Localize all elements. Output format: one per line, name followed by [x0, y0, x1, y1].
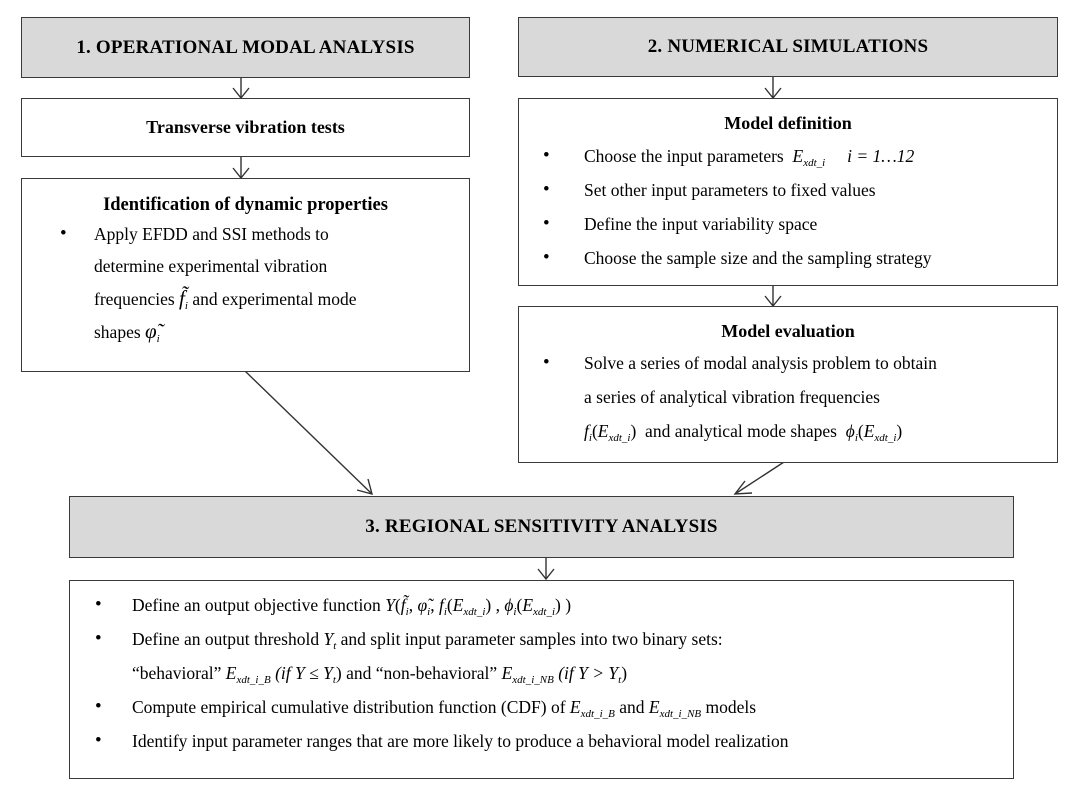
rsa-E-2-sub: xdt_i — [533, 606, 556, 618]
rsa-step-cdf — [82, 690, 1001, 724]
arrow-modeleval-to-rsa — [735, 462, 784, 494]
E-symbol-2: E — [597, 421, 609, 441]
rsa-E-B-sub: xdt_i_B — [236, 674, 271, 686]
rsa-step-identify — [82, 724, 1001, 758]
E-sub-2: xdt_i — [608, 432, 631, 444]
E-symbol-3: E — [863, 421, 875, 441]
rsa-E-B: E — [225, 663, 237, 683]
rsa-step2-post: and split input parameter samples into two binary sets: — [340, 629, 723, 649]
rsa-nonbehavioral-label: and “non-behavioral” — [346, 663, 498, 683]
modeldef-sample-text: Choose the sample size and the sampling strategy — [584, 248, 932, 268]
arrow-identification-to-rsa — [245, 371, 372, 494]
identification-box — [21, 178, 470, 372]
modeldef-fixed-text: Set other input parameters to fixed values — [584, 180, 876, 200]
arrow-numsim-to-modeldef — [765, 77, 781, 98]
oma-header — [21, 17, 470, 78]
rsa-step-objective: • Define an output objective function $Y(f̃_i$, $\varphĩ_i$, $f_i(E_{xdt\_i})$ , $\phi_i(E_{xdt\_i})$ ) — [82, 588, 1001, 622]
identification-line1: Apply EFDD and SSI methods to — [94, 224, 329, 244]
f-tilde-symbol: f̃ — [179, 286, 185, 310]
modeleval-line1: Solve a series of modal analysis problem to obtain — [584, 353, 937, 373]
f-symbol: f — [584, 421, 589, 441]
rsa-header — [69, 496, 1014, 558]
rsa-cond-B-sub: t — [332, 674, 336, 686]
phi-sub-i: i — [854, 432, 858, 444]
modeleval-bullet: • Solve a series of modal analysis problem to obtain a series of analytical vibration frequencies $f_i(E_{xdt\_i})$ and analytical mode shapes $\phi_i(E_{xdt\_i})$ — [531, 346, 1045, 448]
arrow-modeldef-to-modeleval — [765, 286, 781, 306]
rsa-step-sets — [82, 656, 1001, 690]
modeleval-line2: a series of analytical vibration frequencies — [584, 387, 880, 407]
rsa-phi: ϕ — [504, 595, 514, 615]
modeldef-item-fixed — [531, 173, 1045, 207]
rsa-cond-B-close: ) — [335, 663, 342, 683]
arrow-oma-to-transverse — [233, 78, 249, 98]
rsa-E-1: E — [452, 595, 464, 615]
Yt-sub: t — [333, 640, 337, 652]
phi-tilde-symbol: φ̃ — [145, 319, 157, 343]
f-tilde-sub: i — [184, 300, 188, 312]
rsa-E-B-2: E — [569, 697, 581, 717]
rsa-step4-post: models — [705, 697, 757, 717]
f-sub-i: i — [588, 432, 592, 444]
modeldef-item-sample — [531, 241, 1045, 275]
rsa-cond-NB-sub: t — [618, 674, 622, 686]
numsim-header — [518, 17, 1058, 77]
rsa-step-threshold — [82, 622, 1001, 656]
rsa-cond-NB-close: ) — [621, 663, 628, 683]
rsa-E-B-2-sub: xdt_i_B — [580, 708, 615, 720]
rsa-E-NB-2: E — [648, 697, 660, 717]
numsim-header-label: 2. NUMERICAL SIMULATIONS — [647, 36, 929, 57]
rsa-f: f — [438, 595, 444, 615]
rsa-f-tilde-sub: i — [405, 606, 409, 618]
transverse-box — [21, 98, 470, 157]
identification-line2: determine experimental vibration — [94, 256, 328, 276]
arrow-rsa-header-to-steps — [538, 558, 554, 579]
Yt-symbol: Y — [323, 629, 334, 649]
rsa-cond-NB: (if Y > Y — [558, 663, 619, 683]
rsa-behavioral-label: “behavioral” — [132, 663, 222, 683]
arrow-transverse-to-identification — [233, 157, 249, 178]
index-range: i = 1…12 — [847, 146, 915, 166]
model-definition-box — [518, 98, 1058, 286]
modeleval-line3-mid: and analytical mode shapes — [645, 421, 837, 441]
identification-line3-mid: and experimental mode — [192, 289, 357, 309]
rsa-E-NB-sub: xdt_i_NB — [512, 674, 554, 686]
Y-symbol: Y — [385, 595, 395, 615]
model-evaluation-box — [518, 306, 1058, 463]
rsa-phi-sub: i — [513, 606, 517, 618]
identification-title: Identification of dynamic properties — [103, 195, 388, 215]
modeldef-choose-text: Choose the input parameters — [584, 146, 784, 166]
modeldef-space-text: Define the input variability space — [584, 214, 818, 234]
rsa-f-sub: i — [443, 606, 447, 618]
rsa-step5-text: Identify input parameter ranges that are more likely to produce a behavioral model realization — [132, 731, 789, 751]
model-evaluation-title: Model evaluation — [721, 321, 855, 341]
rsa-phi-tilde-sub: i — [427, 606, 431, 618]
identification-line4-pre: shapes — [94, 322, 141, 342]
rsa-phi-tilde: φ̃ — [417, 595, 428, 615]
rsa-header-label: 3. REGIONAL SENSITIVITY ANALYSIS — [365, 516, 718, 537]
modeldef-item-space — [531, 207, 1045, 241]
E-sub-xdt-i: xdt_i — [803, 157, 826, 169]
transverse-label: Transverse vibration tests — [146, 117, 345, 137]
rsa-step4-pre: Compute empirical cumulative distribution function (CDF) of — [132, 697, 566, 717]
rsa-E-NB-2-sub: xdt_i_NB — [659, 708, 702, 720]
identification-bullet — [42, 218, 449, 348]
rsa-cond-B: (if Y ≤ Y — [275, 663, 333, 683]
rsa-steps-box — [69, 580, 1014, 779]
model-definition-title: Model definition — [724, 113, 852, 133]
rsa-E-NB: E — [501, 663, 513, 683]
rsa-E-2: E — [522, 595, 534, 615]
E-symbol: E — [792, 146, 804, 166]
phi-symbol: ϕ — [845, 421, 855, 441]
rsa-E-1-sub: xdt_i — [463, 606, 486, 618]
rsa-step1-text: Define an output objective function — [132, 595, 381, 615]
rsa-step2-pre: Define an output threshold — [132, 629, 320, 649]
modeldef-item-choose — [531, 139, 1045, 173]
rsa-step4-mid: and — [619, 697, 645, 717]
oma-header-label: 1. OPERATIONAL MODAL ANALYSIS — [76, 36, 415, 58]
phi-tilde-sub: i — [156, 333, 160, 345]
E-sub-3: xdt_i — [874, 432, 897, 444]
identification-line3-pre: frequencies — [94, 289, 175, 309]
rsa-f-tilde: f̃ — [400, 595, 406, 615]
